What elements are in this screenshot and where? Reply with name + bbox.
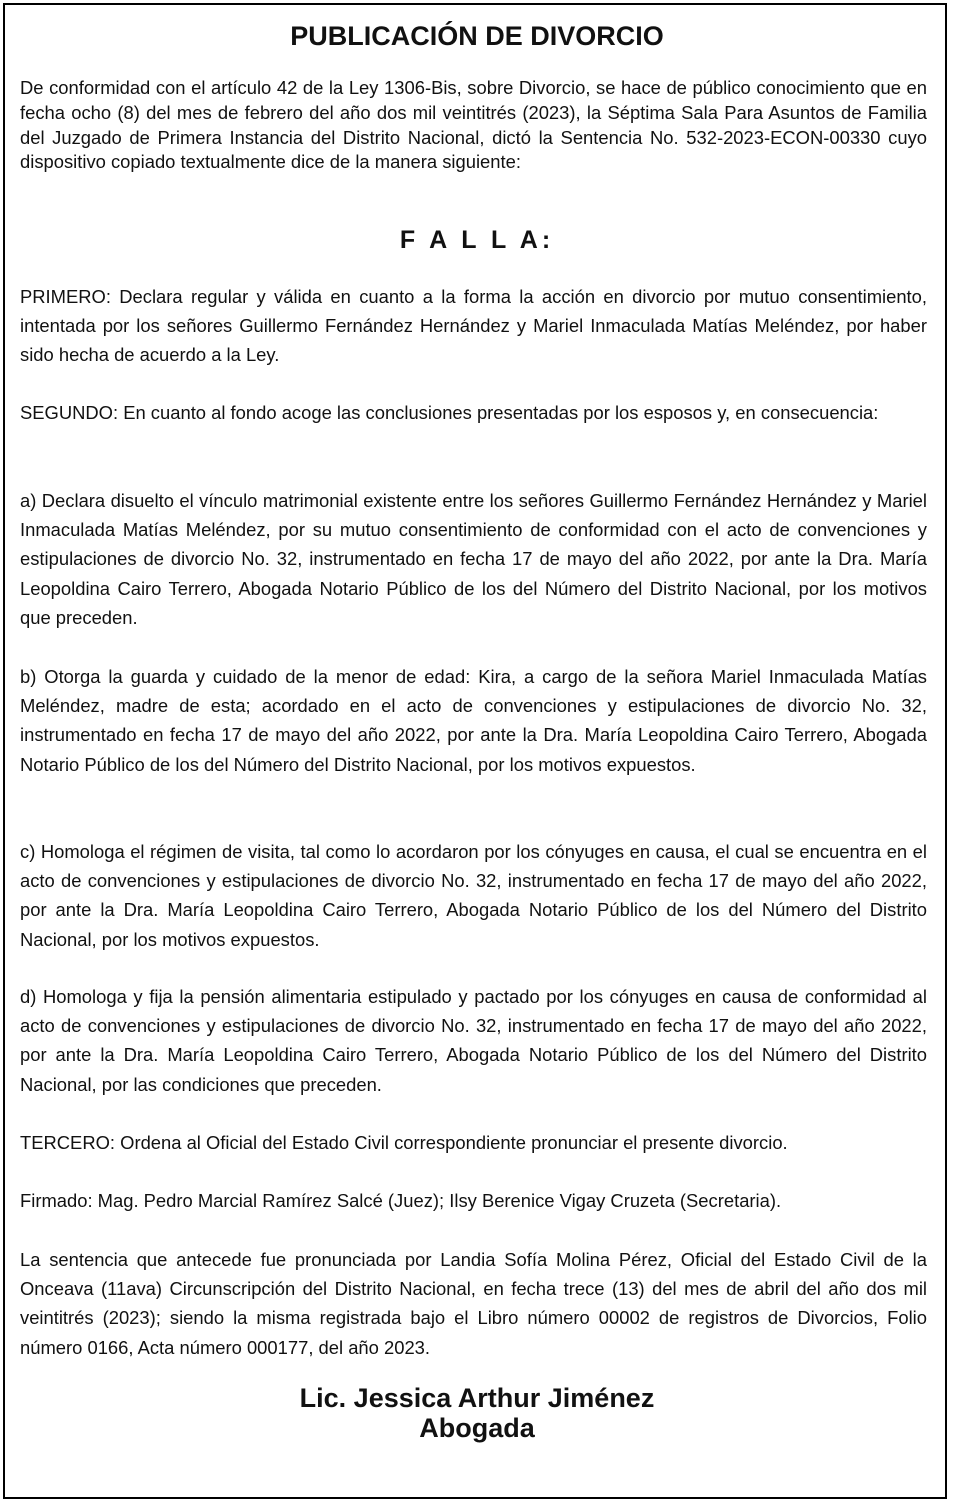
closing-paragraph: La sentencia que antecede fue pronunciada por Landia Sofía Molina Pérez, Oficial del Estado Civil de la Onceava (11ava) Circunscripción del Distrito Nacional, en fecha trece (13) del mes de abril del año dos mil veintitrés (2023); siendo la misma registrada bajo el Libro número 00002 de registros de Divorcios, Folio número 0166, Acta número 000177, del año 2023. (20, 1249, 927, 1358)
falla-heading: F A L L A: (399, 226, 555, 254)
item-a-paragraph: a) Declara disuelto el vínculo matrimonial existente entre los señores Guillermo Fernández Hernández y Mariel Inmaculada Matías Meléndez, por su mutuo consentimiento de conformidad con el acto de convenciones y estipulaciones de divorcio No. 32, instrumentado en fecha 17 de mayo del año 2022, por ante la Dra. María Leopoldina Cairo Terrero, Abogada Notario Público de los del Número del Distrito Nacional, por los motivos que preceden. (20, 490, 927, 628)
signature-name: Lic. Jessica Arthur Jiménez (299, 1383, 655, 1413)
primero-paragraph: PRIMERO: Declara regular y válida en cuanto a la forma la acción en divorcio por mutuo consentimiento, intentada por los señores Guillermo Fernández Hernández y Mariel Inmaculada Matías Meléndez, por haber sido hecha de acuerdo a la Ley. (20, 286, 927, 366)
item-c-paragraph: c) Homologa el régimen de visita, tal como lo acordaron por los cónyuges en causa, el cual se encuentra en el acto de convenciones y estipulaciones de divorcio No. 32, instrumentado en fecha 17 de mayo del año 2022, por ante la Dra. María Leopoldina Cairo Terrero, Abogada Notario Público de los del Número del Distrito Nacional, por los motivos expuestos. (20, 841, 927, 950)
tercero-paragraph: TERCERO: Ordena al Oficial del Estado Civil correspondiente pronunciar el presente divorcio. (20, 1132, 788, 1153)
firmado-paragraph: Firmado: Mag. Pedro Marcial Ramírez Salcé (Juez); Ilsy Berenice Vigay Cruzeta (Secretaria). (20, 1190, 782, 1211)
item-d-paragraph: d) Homologa y fija la pensión alimentaria estipulado y pactado por los cónyuges en causa de conformidad al acto de convenciones y estipulaciones de divorcio No. 32, instrumentado en fecha 17 de mayo del año 2022, por ante la Dra. María Leopoldina Cairo Terrero, Abogada Notario Público de los del Número del Distrito Nacional, por las condiciones que preceden. (20, 986, 927, 1095)
segundo-paragraph: SEGUNDO: En cuanto al fondo acoge las conclusiones presentadas por los esposos y, en consecuencia: (20, 402, 879, 423)
signature-role: Abogada (419, 1413, 535, 1443)
document-title: PUBLICACIÓN DE DIVORCIO (290, 21, 664, 51)
item-b-paragraph: b) Otorga la guarda y cuidado de la menor de edad: Kira, a cargo de la señora Mariel Inmaculada Matías Meléndez, madre de esta; acordado en el acto de convenciones y estipulaciones de divorcio No. 32, instrumentado en fecha 17 de mayo del año 2022, por ante la Dra. María Leopoldina Cairo Terrero, Abogada Notario Público de los del Número del Distrito Nacional, por los motivos expuestos. (20, 666, 927, 775)
intro-paragraph: De conformidad con el artículo 42 de la Ley 1306-Bis, sobre Divorcio, se hace de público conocimiento que en fecha ocho (8) del mes de febrero del año dos mil veintitrés (2023), la Séptima Sala Para Asuntos de Familia del Juzgado de Primera Instancia del Distrito Nacional, dictó la Sentencia No. 532-2023-ECON-00330 cuyo dispositivo copiado textualmente dice de la manera siguiente: (20, 77, 927, 173)
